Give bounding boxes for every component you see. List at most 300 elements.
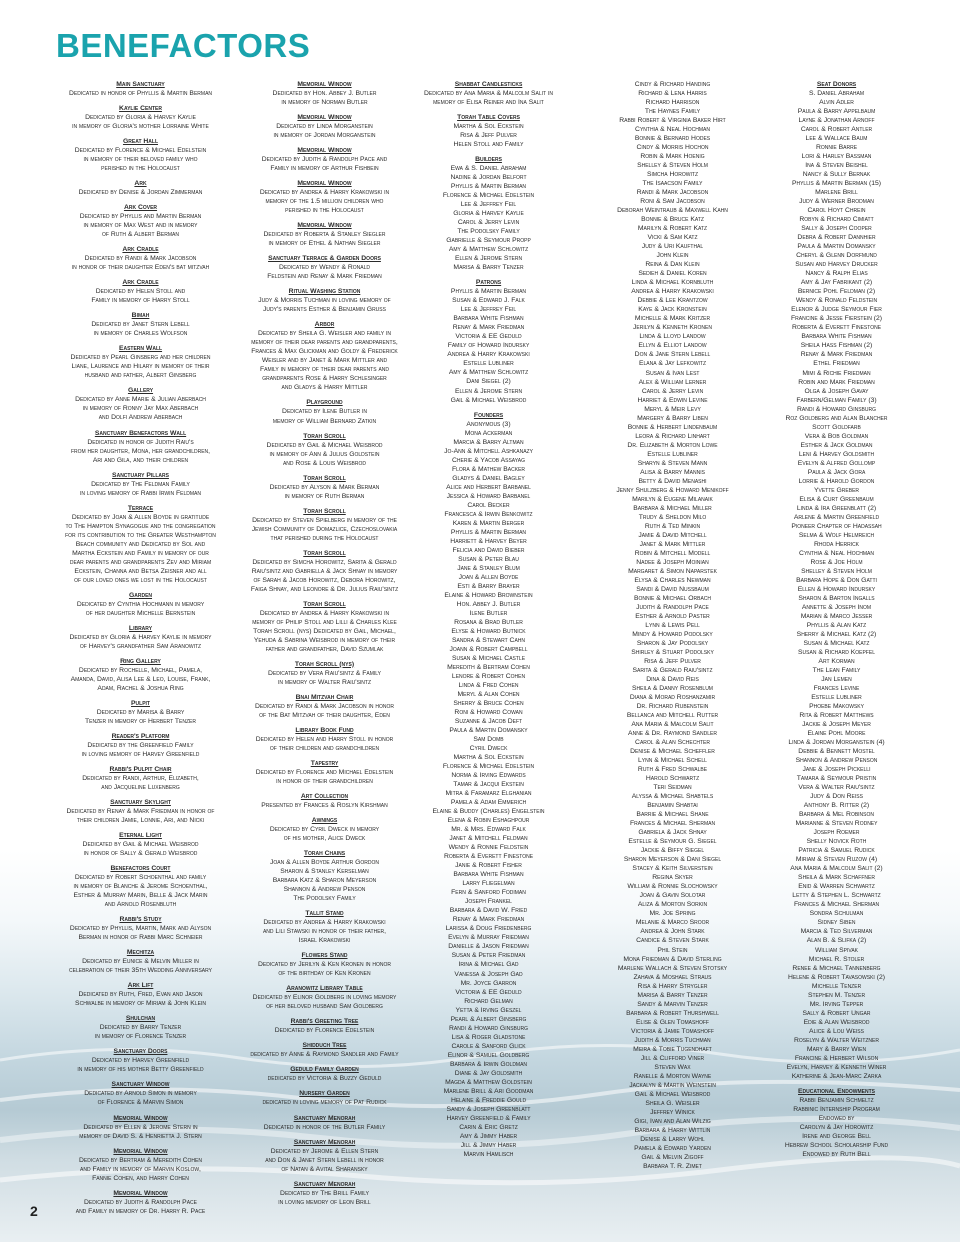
entry-line: Dedicated by Simcha Horowitz, Sarita & Gerald	[252, 558, 397, 566]
entry-line: Cindy & Morris Hochon	[636, 144, 709, 152]
entry-line: of the Bat Mitzvah of their daughter, Eden	[259, 711, 390, 719]
entry-line: Meryl & Alan Cohen	[457, 691, 520, 699]
entry-line: Margaret & Simon Naparstek	[628, 567, 717, 575]
entry-line: Joann & Robert Campbell	[449, 645, 528, 653]
entry-line: Jackie & Biffy Siegel	[640, 847, 705, 855]
entry-line: Letty & Stephen L. Schwartz	[792, 892, 881, 900]
entry-line: of our loved ones we lost in the Holocaust	[74, 576, 207, 584]
entry-line: Rhoda Herrick	[813, 540, 860, 548]
entry-line: Estelle Lubliner	[811, 694, 862, 702]
entry-heading: Shabbat Candlesticks	[454, 81, 523, 88]
entry-line: Randi & Mark Jacobson	[636, 189, 709, 197]
entry-line: Dedicated by Florence and Michael Edelstein	[255, 769, 394, 777]
entry-line: Risa & Harry Strygler	[637, 982, 708, 990]
entry-line: Faiga Shnay, and Leonore & Dr. Julius Raiu'sintz	[250, 585, 399, 593]
entry-line: of her beloved husband Sam Goldberg	[266, 1003, 383, 1011]
entry-line: Alice and Herbert Barbanel	[446, 483, 531, 491]
entry-line: Lisa & Roger Gladstone	[451, 1033, 526, 1041]
entry-line: Sharon & Stanley Kerselman	[280, 868, 369, 876]
entry-line: Melanie & Marco Sroor	[635, 919, 710, 927]
entry-line: of Florence & Marvin Simon	[97, 1099, 184, 1107]
entry-line: Dedicated by The Feldman Family	[91, 480, 190, 488]
entry-line: Dedicated by Helen Stoll and	[95, 288, 186, 296]
entry-line: Art Korman	[818, 658, 855, 665]
entry-line: in loving memory of Leon Brill	[278, 1198, 371, 1206]
entry-line: Renay & Mark Friedman	[452, 916, 525, 924]
entry-line: Sandi & David Nussbaum	[636, 585, 709, 593]
entry-line: William & Ronnie Slochowsky	[627, 883, 718, 891]
entry-line: Dedicated by Eunice & Melvin Miller in	[82, 958, 199, 966]
entry-line: father and grandfather, David Szumlak	[265, 645, 384, 653]
entry-line: Ellyn & Elliot Landow	[638, 342, 707, 350]
entry-line: Richard & Lena Harris	[638, 90, 707, 98]
entry-line: Endowed by	[818, 1114, 855, 1122]
entry-line: Linda & Lloyd Landow	[639, 333, 706, 341]
entry-line: in memory of Gloria's mother Lorraine White	[72, 123, 209, 131]
entry-line: Jessica & Howard Barbanel	[446, 492, 531, 500]
entry-line: Susan & Peter Friedman	[451, 952, 526, 960]
entry-heading: Sanctuary Terrace & Garden Doors	[268, 255, 381, 263]
entry-line: Dedicated by Ellen & Jerome Stern in	[83, 1123, 198, 1131]
benefactors-column-5	[734, 80, 939, 1159]
entry-line: Dedicated by Jerilyn & Ken Kronen in honor	[257, 961, 391, 969]
entry-line: Family in memory of Harry Stoll	[91, 297, 190, 305]
entry-line: Dedicated by Randi & Mark Jacobson	[84, 255, 197, 263]
entry-line: Pamela & Edward Yarden	[634, 1144, 711, 1152]
entry-line: Linda & Fred Cohen	[458, 682, 519, 689]
entry-line: Simcha Horowitz	[646, 171, 699, 179]
entry-line: Jane & Joseph Pickelli	[802, 766, 871, 774]
entry-heading: Ritual Washing Station	[288, 288, 361, 296]
entry-line: Sharyn & Steven Mann	[637, 459, 708, 467]
entry-line: Debbie & Bennett Mostel	[798, 748, 875, 756]
entry-line: their children Jamie, Lonnie, Ari, and Nicki	[76, 817, 205, 825]
entry-line: Benjamin Shabtai	[647, 802, 698, 810]
entry-line: Mary & Barry Wien	[806, 1045, 867, 1053]
entry-line: The Podolsky Family	[293, 895, 356, 903]
entry-line: Yehuda & Sabrina Weisbrod in memory of their	[253, 636, 396, 644]
entry-heading: Torah Table Covers	[457, 114, 520, 122]
entry-line: Barbara White Fishman	[801, 333, 872, 341]
entry-line: Andrea & John Stark	[640, 928, 705, 936]
entry-line: Barbara Hope & Don Gatti	[796, 576, 877, 584]
entry-line: Dedicated by Robert Schoenthal and family	[74, 874, 207, 882]
entry-line: Sally & Joseph Cooper	[801, 225, 872, 233]
entry-line: Martha Eckstein and Family in memory of our	[72, 549, 209, 557]
entry-line: Sheila & Danny Rosenblum	[632, 685, 713, 693]
benefactors-column-1	[38, 80, 243, 1216]
entry-line: Dedicated in honor of Judith Raiu's	[87, 438, 194, 446]
entry-heading: Sanctuary Doors	[113, 1048, 168, 1056]
entry-line: Marilyn & Robert Katz	[637, 225, 708, 233]
entry-line: Harriett & Harvey Beyer	[450, 537, 527, 545]
entry-line: Michelle Tenzer	[811, 982, 862, 990]
entry-line: Margery & Barry Liben	[637, 414, 708, 422]
entry-line: Dedicated in honor of Phyllis & Martin Berman	[68, 90, 213, 98]
entry-line: in memory of Ronny Jay Max Aberbach	[82, 405, 199, 413]
entry-line: Ilene Butler	[469, 609, 508, 617]
entry-line: of Ruth & Albert Berman	[102, 231, 179, 239]
entry-line: Fannie Cohen, and Harry Cohen	[92, 1174, 189, 1182]
entry-line: Eckstein, Channa and Betsa Zeisner and all	[74, 567, 207, 575]
entry-line: Anne & Dr. Raymond Sandler	[628, 730, 717, 738]
entry-heading: Flowers Stand	[301, 952, 348, 960]
entry-line: Dedicated by Elinor Goldberg in loving memory	[252, 994, 397, 1002]
entry-line: Carol & Jerry Levin	[457, 219, 520, 227]
entry-line: Elise & Glen Tomashoff	[636, 1018, 709, 1026]
entry-line: for its contribution to the Greater Westhampton	[65, 531, 216, 539]
entry-line: Phyllis & Martin Berman	[450, 288, 527, 296]
entry-line: Family in memory of their dear parents and	[259, 366, 390, 374]
entry-line: Pearl & Albert Ginsberg	[450, 1015, 527, 1023]
entry-line: Karen & Martin Berger	[452, 519, 525, 527]
entry-line: Paula & Jack Gora	[807, 468, 866, 476]
entry-line: Israel Krakowski	[298, 937, 351, 945]
entry-line: Dedicated by Roberta & Stanley Siegler	[263, 231, 386, 239]
entry-line: husband and father, Albert Ginsberg	[84, 372, 197, 380]
entry-line: Cherie & Yacob Assayag	[452, 456, 525, 464]
entry-line: Stephen M. Tenzer	[807, 991, 866, 999]
entry-line: Judy's parents Esther & Benjamin Gruss	[263, 306, 386, 314]
entry-line: Carol & Jerry Levin	[641, 387, 704, 395]
entry-line: Carol Hoyt Chrein	[807, 207, 866, 215]
entry-line: Robin & Mark Hoenig	[640, 153, 705, 161]
entry-line: Ari and Gila, and their children	[92, 456, 189, 464]
entry-line: Elana & Jay Lefkowitz	[638, 360, 707, 368]
entry-line: Amy & Jimmy Haber	[459, 1132, 518, 1140]
entry-line: Sondra Schulman	[809, 910, 864, 918]
entry-line: Estelle & Seymour G. Siegel	[628, 838, 717, 846]
entry-line: Harriet & Edwin Levine	[637, 396, 708, 404]
entry-line: Dedicated by Randi & Mark Jacobson in honor	[254, 702, 395, 710]
entry-line: Carole & Sanford Glick	[451, 1042, 526, 1050]
entry-line: Elenor & Judge Seymour Fier	[791, 306, 882, 314]
entry-line: Lori & Harley Bassman	[801, 153, 872, 161]
entry-line: Risa & Jeff Pulver	[644, 658, 701, 665]
entry-line: Barbara & David W. Fried	[449, 907, 528, 915]
entry-line: Amy & Jay Fabrikant (2)	[800, 279, 873, 287]
entry-line: Elaine & Buddy (Charles) Engelstein	[432, 808, 545, 816]
entry-line: Andrea & Harry Krakowski	[631, 288, 714, 296]
entry-heading: Sanctuary Menorah	[293, 1180, 356, 1188]
entry-line: Steven Wax	[654, 1063, 691, 1071]
entry-line: Anthony B. Ritter (2)	[803, 802, 870, 810]
entry-line: Dedicated by Judith & Randolph Pace and	[261, 156, 388, 164]
entry-line: and Family in memory of Marvin Koslow,	[80, 1165, 201, 1173]
entry-line: Richard Gelman	[464, 997, 513, 1005]
entry-heading: Terrace	[127, 504, 154, 512]
entry-line: Tenzer in memory of Herbert Tenzer	[85, 717, 196, 725]
page-title: BENEFACTORS	[56, 27, 311, 64]
entry-line: Diane & Jay Goldsmith	[454, 1069, 523, 1077]
entry-line: memory of their dear parents and grandparents,	[251, 339, 398, 347]
entry-line: Layne & Jonathan Arnoff	[798, 117, 875, 125]
entry-line: Barrie & Michael Shane	[636, 811, 709, 819]
entry-line: Barbara White Fishman	[453, 871, 524, 879]
entry-line: Paula & Barry Appelbaum	[797, 108, 876, 116]
entry-line: Francine & Herbert Wilson	[794, 1054, 879, 1062]
entry-heading: Tallit Stand	[305, 910, 344, 918]
entry-heading: Kaylie Center	[119, 105, 162, 113]
entry-line: Amy & Matthew Schlowitz	[448, 246, 529, 254]
entry-heading: Great Hall	[122, 138, 159, 146]
entry-heading: Benefactors Court	[110, 865, 171, 873]
entry-line: in memory of Norman Butler	[281, 99, 368, 107]
entry-line: Dedicated by Cyril Dweck in memory	[269, 826, 380, 834]
entry-line: Cynthia & Neal Hochman	[799, 549, 874, 557]
entry-line: Jeffrey Winick	[650, 1108, 695, 1116]
entry-line: Dedicated by Jerome & Ellen Stern	[270, 1147, 379, 1155]
entry-line: Debra & Robert Dannhier	[797, 234, 876, 242]
entry-heading: Memorial Window	[297, 222, 352, 230]
entry-line: Elyse & Howard Butnick	[451, 627, 526, 635]
entry-line: Sharon & Jay Podolsky	[636, 639, 709, 647]
entry-heading: Ark Cover	[123, 204, 158, 212]
entry-line: Vicki & Sam Katz	[647, 234, 698, 242]
entry-line: Fern & Sanford Fodiman	[451, 889, 526, 897]
entry-line: Sheila & Mark Schaffner	[798, 874, 875, 882]
entry-line: Pioneer Chapter of Hadassah	[791, 522, 882, 530]
entry-line: Richard Harrison	[645, 99, 700, 107]
entry-line: Alex & William Lerner	[638, 378, 707, 386]
entry-line: Risa & Jeff Pulver	[460, 132, 517, 140]
entry-line: Sandy & Marvin Tenzer	[637, 1000, 708, 1008]
entry-line: Arlene & Martin Greenfield	[793, 513, 880, 521]
entry-line: Bellanca and Mitchell Rutter	[626, 712, 719, 720]
entry-line: Mr. & Mrs. Edward Falk	[451, 826, 526, 834]
entry-line: Carol & Alan Schechter	[635, 739, 710, 747]
entry-line: Janie & Robert Fisher	[455, 862, 522, 870]
entry-line: Esti & Barry Brayer	[457, 582, 520, 590]
entry-heading: Pulpit	[131, 699, 150, 707]
entry-line: memory of Philip Stoll and Lilli & Charles Klee	[252, 618, 397, 626]
entry-line: Helen Stoll and Family	[453, 141, 524, 149]
entry-line: Phyllis & Martin Berman	[450, 183, 527, 191]
entry-line: Victoria & EE Geduld	[455, 333, 522, 341]
entry-line: Shannon & Andrew Penson	[283, 886, 366, 894]
entry-line: to The Hampton Synagogue and the congregation	[65, 522, 216, 530]
entry-line: Phoebe Makowsky	[809, 703, 864, 711]
entry-line: in memory of their beloved family who	[83, 156, 198, 164]
entry-line: Tamar & Jacqui Ekstein	[453, 781, 524, 789]
entry-line: Wendy & Ronnie Feldstein	[448, 844, 529, 852]
entry-line: Raiu'sintz and Gabriella & Jack Shnay in memory	[251, 567, 398, 575]
entry-line: Alice & Lou Weiss	[809, 1027, 864, 1035]
entry-line: Judy & Don Reiss	[810, 793, 863, 801]
entry-line: Family of Howard Indursky	[447, 342, 530, 350]
entry-line: Linda & Ira Greenblatt (2)	[796, 504, 877, 512]
entry-line: Cynthia & Neal Hochman	[635, 126, 710, 134]
entry-line: Susan & Richard Koepfel	[798, 648, 875, 656]
entry-line: Barbara & Mel Robinson	[798, 811, 875, 819]
entry-line: Alyssa & Michael Shabtels	[631, 793, 714, 801]
entry-line: Randi & Howard Ginsburg	[796, 405, 876, 413]
entry-line: and Gladys & Harry Mittler	[281, 384, 368, 392]
entry-line: Meryl & Meir Levy	[644, 405, 701, 413]
entry-line: Gabrielle & Seymour Propp	[446, 237, 531, 245]
entry-line: Phyllis & Martin Berman	[450, 528, 527, 536]
entry-heading: Ark Cradle	[122, 279, 159, 287]
entry-line: Nadine & Jordan Belfort	[450, 174, 527, 182]
entry-line: Victoria & EE Geduld	[455, 988, 522, 996]
entry-line: Sidney Siben	[817, 919, 856, 927]
entry-line: Elena & Robin Eshaghpour	[447, 817, 530, 825]
entry-line: Barbara White Fishman	[453, 315, 524, 323]
entry-line: in loving memory of Harvey Greenfield	[81, 750, 200, 758]
entry-line: Carin & Eric Gretz	[459, 1123, 518, 1131]
entry-heading: Sanctuary Menorah	[293, 1138, 356, 1146]
entry-line: Irene and George Bell	[802, 1132, 871, 1140]
entry-line: Barbara & Irwin Goldman	[449, 1060, 528, 1068]
entry-line: Marilyn & Eugene Milanaik	[632, 495, 713, 503]
entry-line: in memory of Max West and in memory	[83, 222, 198, 230]
entry-line: grandparents Rose & Harry Schlesinger	[262, 375, 387, 383]
entry-line: Liane, Laurence and Hilary in memory of their	[71, 363, 210, 371]
entry-line: Dedicated by Ilene Butler in	[282, 408, 367, 416]
entry-line: Dedicated by Anne Marie & Julian Aberbach	[75, 396, 206, 404]
entry-line: Edie & Alan Weisbrod	[803, 1018, 870, 1026]
entry-line: of his mother, Alice Dweck	[283, 835, 366, 843]
entry-line: Deborah Weintraub & Maxwell Kahn	[617, 207, 728, 215]
entry-line: Larissa & Doug Friedenberg	[445, 925, 532, 933]
entry-line: Lorrie & Harold Gordon	[798, 477, 875, 485]
entry-heading: Torah Chains	[303, 850, 346, 858]
entry-line: Barbara T. R. Zimet	[643, 1162, 702, 1170]
entry-line: Ellen & Jerome Stern	[454, 387, 523, 395]
entry-line: Joan & Allen Boyde Arthur Gordon	[269, 859, 380, 867]
entry-heading: Gallery	[127, 387, 154, 395]
entry-heading: Memorial Window	[113, 1114, 168, 1122]
entry-line: Gladys & Daniel Bagley	[452, 474, 525, 482]
entry-line: Sam Domb	[473, 736, 504, 744]
entry-line: Janet & Mark Mittler	[639, 540, 706, 548]
entry-line: memory of David S. & Henrietta J. Stern	[79, 1132, 202, 1140]
entry-line: in memory of Walter Raiu'sintz	[277, 678, 372, 686]
entry-line: Phyllis & Martin Berman (15)	[791, 180, 882, 188]
entry-heading: Torah Scroll	[303, 600, 346, 608]
entry-line: Dedicated by Ruth, Fred, Evan and Jason	[78, 991, 203, 999]
entry-line: Elisa & Curt Greenbaum	[799, 495, 874, 503]
entry-line: from her daughter, Mona, her grandchildren,	[70, 447, 211, 455]
entry-line: Sharon Meyerson & Dani Siegel	[623, 856, 722, 864]
entry-heading: Torah Scroll	[303, 549, 346, 557]
entry-line: Carol & Robert Antler	[800, 126, 873, 134]
entry-line: memory of William Bernard Zatkin	[272, 417, 377, 425]
entry-line: Jewish Community of Domazlice, Czechoslovakia	[251, 525, 398, 533]
entry-line: Weisler and by Janet & Mark Mittler and	[261, 357, 388, 365]
entry-line: Ellen & Howard Indursky	[797, 585, 876, 593]
entry-line: dedicated by Anne & Raymond Sandler and Family	[250, 1051, 399, 1059]
entry-line: Jane & Stanley Blum	[457, 564, 520, 572]
entry-heading: Main Sanctuary	[116, 81, 165, 88]
entry-line: Susan & Ivan Lest	[645, 369, 700, 377]
entry-line: Presented by Frances & Roslyn Kirshman	[261, 802, 388, 810]
entry-line: Rosana & Brad Butler	[454, 618, 523, 626]
entry-line: Annette & Joseph Inom	[801, 603, 872, 611]
entry-line: Flora & Mathew Backer	[451, 465, 526, 473]
entry-line: Vera & Walter Raiu'sintz	[798, 784, 875, 792]
entry-line: Susan and Harvey Drucker	[795, 261, 878, 269]
entry-line: Alisa & Barry Mannis	[640, 468, 705, 476]
entry-line: Michael R. Stoler	[808, 955, 865, 963]
entry-line: Dedicated by Janet Stern Lebell	[91, 321, 190, 329]
entry-line: Rita & Robert Matthews	[799, 712, 874, 720]
entry-line: Marcia & Barry Altman	[453, 438, 524, 446]
entry-line: celebration of their 35th Wedding Anniversary	[69, 967, 212, 975]
entry-heading: Bimah	[131, 312, 150, 320]
entry-line: Dedicated by Harvey Greenfield	[91, 1057, 190, 1065]
entry-line: Roni & Howard Cowan	[454, 709, 523, 717]
entry-line: Rabbi Robert & Virginia Baker Hirt	[619, 117, 726, 125]
entry-line: Sherry & Bruce Cohen	[453, 700, 524, 708]
entry-line: Bonnie & Herbert Lindenbaum	[627, 423, 718, 431]
entry-line: Dedicated by Cynthia Hochmann in memory	[76, 600, 205, 608]
entry-line: Frances & Max Glickman and Goldy & Frederick	[251, 348, 398, 356]
entry-line: Marcia & Ted Silverman	[800, 928, 873, 936]
entry-line: Frances & Michael Sherman	[793, 901, 880, 909]
entry-line: Joseph Roemer	[813, 829, 860, 837]
entry-line: S. Daniel Abraham	[808, 90, 865, 98]
entry-line: Scott Goldfarb	[812, 423, 861, 431]
entry-line: Dedicated by Helen and Harry Stoll in honor	[255, 735, 394, 743]
entry-line: Florence & Michael Edelstein	[442, 763, 535, 771]
entry-line: in honor of their daughter Eden's bat mitzvah	[71, 264, 210, 272]
entry-line: Shirley & Stuart Podolsky	[631, 648, 714, 656]
entry-line: dedicated in loving memory of Pat Rudick	[262, 1099, 387, 1107]
entry-line: Renay & Mark Friedman	[452, 324, 525, 332]
entry-line: Elinor & Samuel Goldberg	[447, 1051, 530, 1059]
entry-line: Dedicated by Vera Raiu'sintz & Family	[267, 669, 382, 677]
entry-heading: Sanctuary Window	[111, 1081, 170, 1089]
entry-line: Jamie & David Mitchell	[638, 531, 707, 539]
entry-line: Francine & Jesse Fierstein (2)	[791, 315, 882, 323]
entry-line: in memory of Ethel & Nathan Siegler	[268, 240, 381, 248]
entry-line: Florence & Michael Edelstein	[442, 192, 535, 200]
entry-line: Elysa & Charles Newman	[634, 576, 711, 584]
entry-line: Barbara Katz & Sharon Meyerson	[272, 877, 377, 885]
entry-line: in memory of his mother Betty Greenfield	[77, 1066, 204, 1074]
entry-heading: Arbor	[314, 321, 335, 329]
entry-line: Roselyn & Walter Weitzner	[794, 1036, 879, 1044]
entry-line: Amanda, David, Alisa Lee & Leo, Louise, Frank,	[70, 675, 211, 683]
entry-line: Schwalbe in memory of Miriam & John Klein	[75, 1000, 206, 1008]
entry-line: Regina Skyer	[652, 874, 693, 882]
entry-heading: Nursery Garden	[299, 1090, 350, 1098]
entry-line: Barbara & Robert Thurshwell	[626, 1009, 719, 1017]
entry-heading: Shulchan	[125, 1015, 156, 1023]
entry-line: Susan & Peter Blau	[458, 555, 519, 563]
entry-line: Miriam & Steven Ruzow (4)	[795, 856, 878, 864]
entry-line: Robyn & Richard Cimiatt	[799, 216, 874, 224]
entry-line: Diana & Morad Roshanzamir	[629, 694, 716, 702]
entry-line: of Natan & Avital Sharansky	[281, 1165, 368, 1173]
entry-heading: Aranowitz Library Table	[286, 985, 363, 993]
entry-line: and Jacqueline Luxenberg	[101, 784, 180, 792]
entry-heading: Patrons	[475, 279, 502, 287]
entry-line: Torah Scroll (nys) Dedicated by Gail, Michael,	[253, 627, 396, 635]
entry-line: Dedicated by Alyson & Mark Berman	[269, 483, 380, 491]
entry-line: Michelle & Mark Kritzer	[634, 315, 711, 323]
entry-line: Dedicated by Phyllis and Martin Berman	[79, 213, 202, 221]
entry-heading: Ark	[134, 180, 147, 188]
entry-line: Nadee & Joseph Moinian	[636, 558, 709, 566]
page-number: 2	[30, 1203, 38, 1219]
entry-line: Phyllis & Alan Katz	[806, 621, 867, 629]
entry-line: of their children and grandchildren	[269, 744, 380, 752]
entry-line: Roberta & Everett Finestone	[443, 853, 534, 861]
entry-line: Sarita & Gerald Raiu'sintz	[632, 667, 713, 675]
entry-line: Sally & Robert Ungar	[802, 1009, 871, 1017]
